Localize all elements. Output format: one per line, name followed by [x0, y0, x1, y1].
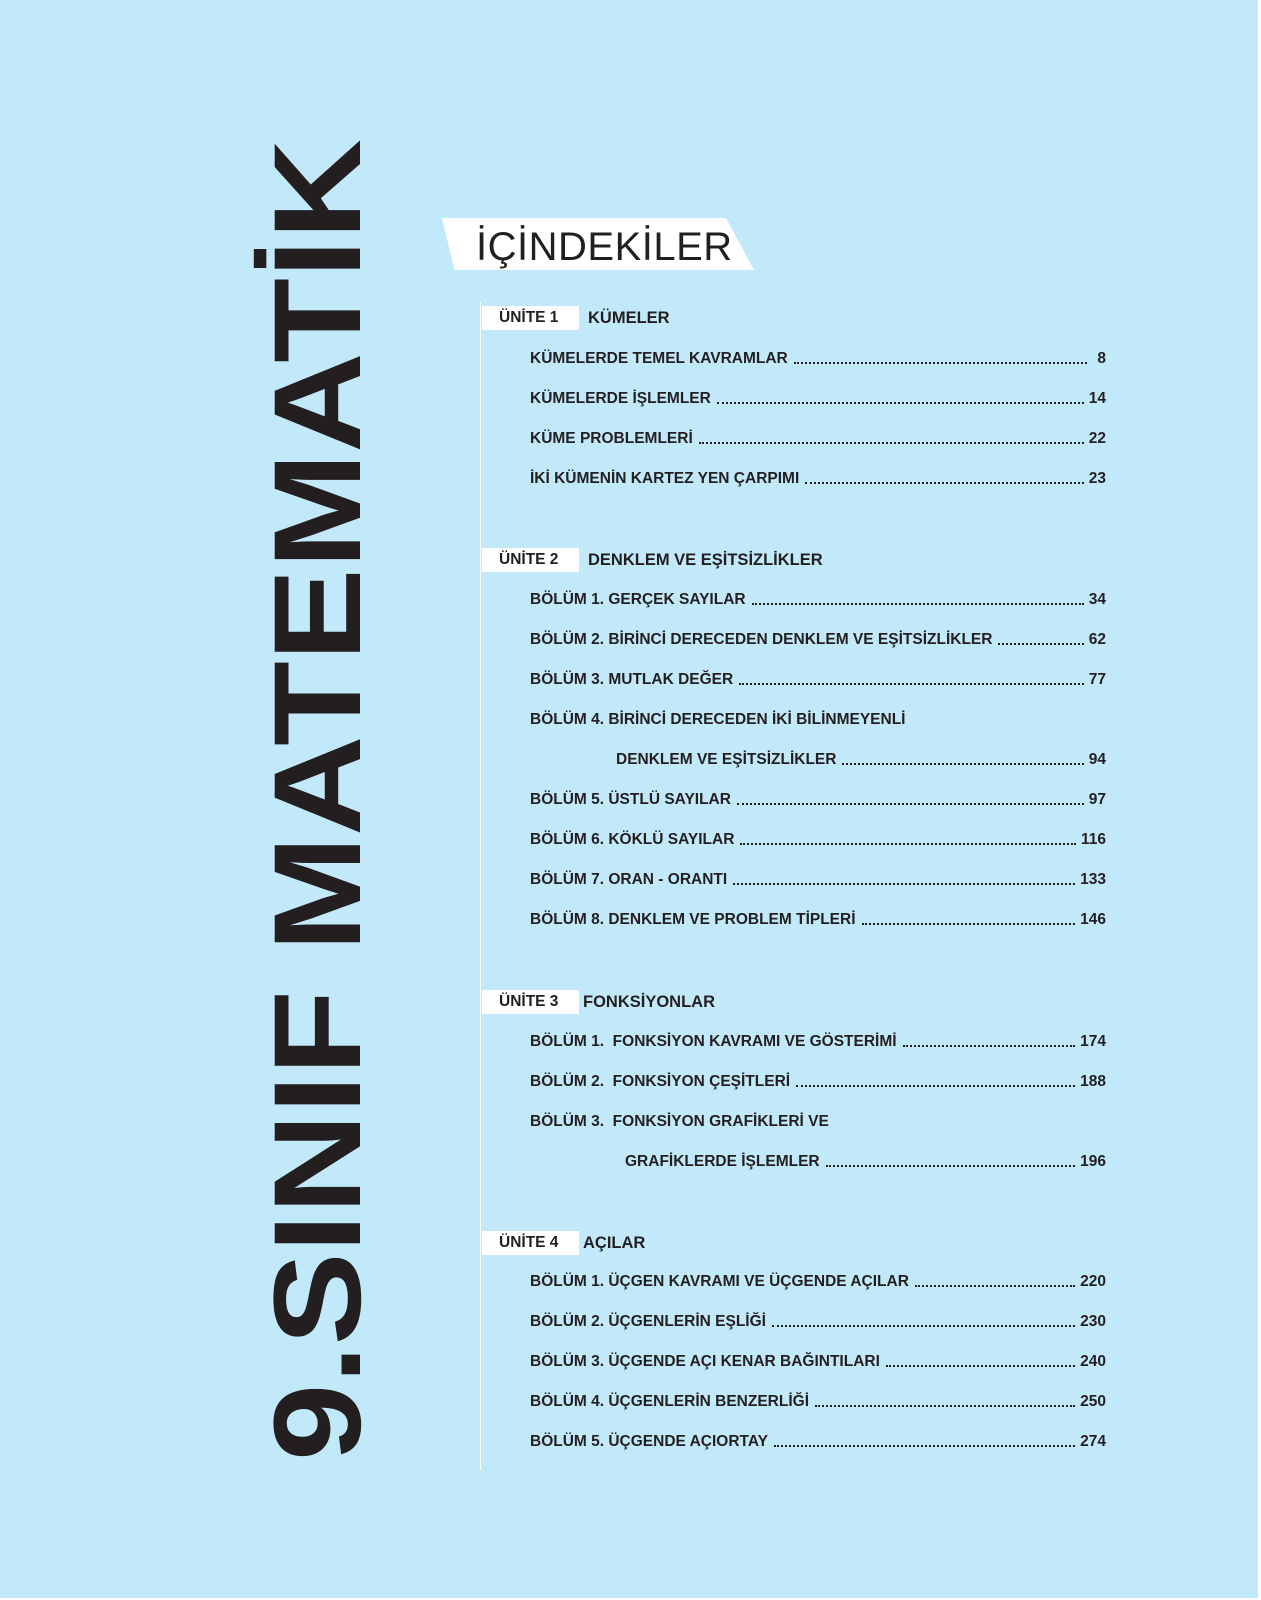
entry-label: DENKLEM VE EŞİTSİZLİKLER	[616, 751, 837, 768]
entry-label: BÖLÜM 1. GERÇEK SAYILAR	[530, 591, 746, 608]
toc-entry[interactable]	[530, 1311, 1106, 1333]
toc-entry[interactable]	[530, 1071, 1106, 1093]
page-title: İÇİNDEKİLER	[476, 225, 733, 269]
dot-leader	[805, 482, 1083, 484]
unit-tag: ÜNİTE 2	[482, 548, 579, 572]
entry-label: BÖLÜM 3. MUTLAK DEĞER	[530, 671, 734, 688]
toc-entry-continuation[interactable]	[530, 1151, 1106, 1173]
page-number: 146	[1080, 911, 1106, 928]
page-number: 220	[1080, 1273, 1106, 1290]
toc-entry[interactable]	[530, 468, 1106, 490]
page-number: 188	[1080, 1073, 1106, 1090]
page-number: 34	[1088, 591, 1106, 608]
toc-entry[interactable]	[530, 428, 1106, 450]
entry-label: BÖLÜM 4. BİRİNCİ DERECEDEN İKİ BİLİNMEYENLİ	[530, 711, 906, 728]
entry-label: KÜMELERDE İŞLEMLER	[530, 390, 711, 407]
toc-entry[interactable]	[530, 789, 1106, 811]
page-number: 230	[1080, 1313, 1106, 1330]
entry-label: BÖLÜM 4. ÜÇGENLERİN BENZERLİĞİ	[530, 1393, 810, 1410]
dot-leader	[862, 923, 1076, 925]
dot-leader	[740, 843, 1076, 845]
toc-entry[interactable]	[530, 1391, 1106, 1413]
dot-leader	[752, 603, 1084, 605]
toc-entry[interactable]	[530, 1431, 1106, 1453]
entry-label: BÖLÜM 8. DENKLEM VE PROBLEM TİPLERİ	[530, 911, 856, 928]
page-number: 174	[1080, 1033, 1106, 1050]
toc-entry[interactable]	[530, 1111, 1106, 1133]
dot-leader	[739, 683, 1084, 685]
toc-entry[interactable]	[530, 869, 1106, 891]
page-number: 116	[1080, 831, 1106, 848]
page-number: 8	[1097, 350, 1106, 367]
page-number: 133	[1080, 871, 1106, 888]
book-title-text: 9.SINIF MATEMATİK	[249, 139, 387, 1461]
page-number: 97	[1088, 791, 1106, 808]
entry-label: BÖLÜM 2. BİRİNCİ DERECEDEN DENKLEM VE EŞİTSİZLİKLER	[530, 631, 993, 648]
toc-entry[interactable]	[530, 829, 1106, 851]
unit-title: FONKSİYONLAR	[583, 993, 715, 1011]
toc-entry[interactable]	[530, 909, 1106, 931]
toc-entry[interactable]	[530, 348, 1106, 370]
dot-leader	[772, 1325, 1075, 1327]
entry-label: BÖLÜM 1. FONKSİYON KAVRAMI VE GÖSTERİMİ	[530, 1033, 897, 1050]
dot-leader	[717, 402, 1084, 404]
entry-label: BÖLÜM 3. FONKSİYON GRAFİKLERİ VE	[530, 1113, 829, 1130]
page-number: 94	[1088, 751, 1106, 768]
entry-label: İKİ KÜMENİN KARTEZ YEN ÇARPIMI	[530, 470, 800, 487]
dot-leader	[842, 763, 1083, 765]
toc-entry[interactable]	[530, 388, 1106, 410]
toc-entry[interactable]	[530, 1351, 1106, 1373]
entry-label: KÜME PROBLEMLERİ	[530, 430, 693, 447]
page-number: 274	[1080, 1433, 1106, 1450]
entry-label: KÜMELERDE TEMEL KAVRAMLAR	[530, 350, 788, 367]
dot-leader	[826, 1165, 1076, 1167]
entry-label: GRAFİKLERDE İŞLEMLER	[625, 1153, 820, 1170]
unit-title: KÜMELER	[588, 309, 670, 327]
page-number: 77	[1088, 671, 1106, 688]
entry-label: BÖLÜM 7. ORAN - ORANTI	[530, 871, 728, 888]
page-number: 22	[1088, 430, 1106, 447]
page-number: 14	[1088, 390, 1106, 407]
dot-leader	[886, 1365, 1075, 1367]
toc-entry[interactable]	[530, 669, 1106, 691]
dot-leader	[815, 1405, 1075, 1407]
toc-entry[interactable]	[530, 1031, 1106, 1053]
unit-tag: ÜNİTE 3	[482, 990, 579, 1014]
entry-label: BÖLÜM 3. ÜÇGENDE AÇI KENAR BAĞINTILARI	[530, 1353, 880, 1370]
toc-entry-continuation[interactable]	[530, 749, 1106, 771]
toc-entry[interactable]	[530, 1271, 1106, 1293]
dot-leader	[794, 362, 1087, 364]
unit-title: AÇILAR	[583, 1234, 646, 1252]
dot-leader	[774, 1445, 1075, 1447]
dot-leader	[903, 1045, 1076, 1047]
dot-leader	[796, 1085, 1075, 1087]
toc-entry[interactable]	[530, 709, 1106, 731]
toc-entry[interactable]	[530, 629, 1106, 651]
toc-entry[interactable]	[530, 589, 1106, 611]
page-number: 240	[1080, 1353, 1106, 1370]
dot-leader	[733, 883, 1075, 885]
entry-label: BÖLÜM 5. ÜSTLÜ SAYILAR	[530, 791, 731, 808]
entry-label: BÖLÜM 2. ÜÇGENLERİN EŞLİĞİ	[530, 1313, 766, 1330]
page-number: 250	[1080, 1393, 1106, 1410]
page-number: 196	[1080, 1153, 1106, 1170]
dot-leader	[915, 1285, 1075, 1287]
unit-title: DENKLEM VE EŞİTSİZLİKLER	[588, 551, 823, 569]
dot-leader	[699, 442, 1084, 444]
entry-label: BÖLÜM 5. ÜÇGENDE AÇIORTAY	[530, 1433, 768, 1450]
dot-leader	[998, 643, 1083, 645]
page-number: 23	[1088, 470, 1106, 487]
entry-label: BÖLÜM 2. FONKSİYON ÇEŞİTLERİ	[530, 1073, 791, 1090]
unit-tag: ÜNİTE 4	[482, 1231, 579, 1255]
dot-leader	[737, 803, 1084, 805]
entry-label: BÖLÜM 6. KÖKLÜ SAYILAR	[530, 831, 735, 848]
unit-tag: ÜNİTE 1	[482, 306, 579, 330]
entry-label: BÖLÜM 1. ÜÇGEN KAVRAMI VE ÜÇGENDE AÇILAR	[530, 1273, 909, 1290]
page-number: 62	[1088, 631, 1106, 648]
